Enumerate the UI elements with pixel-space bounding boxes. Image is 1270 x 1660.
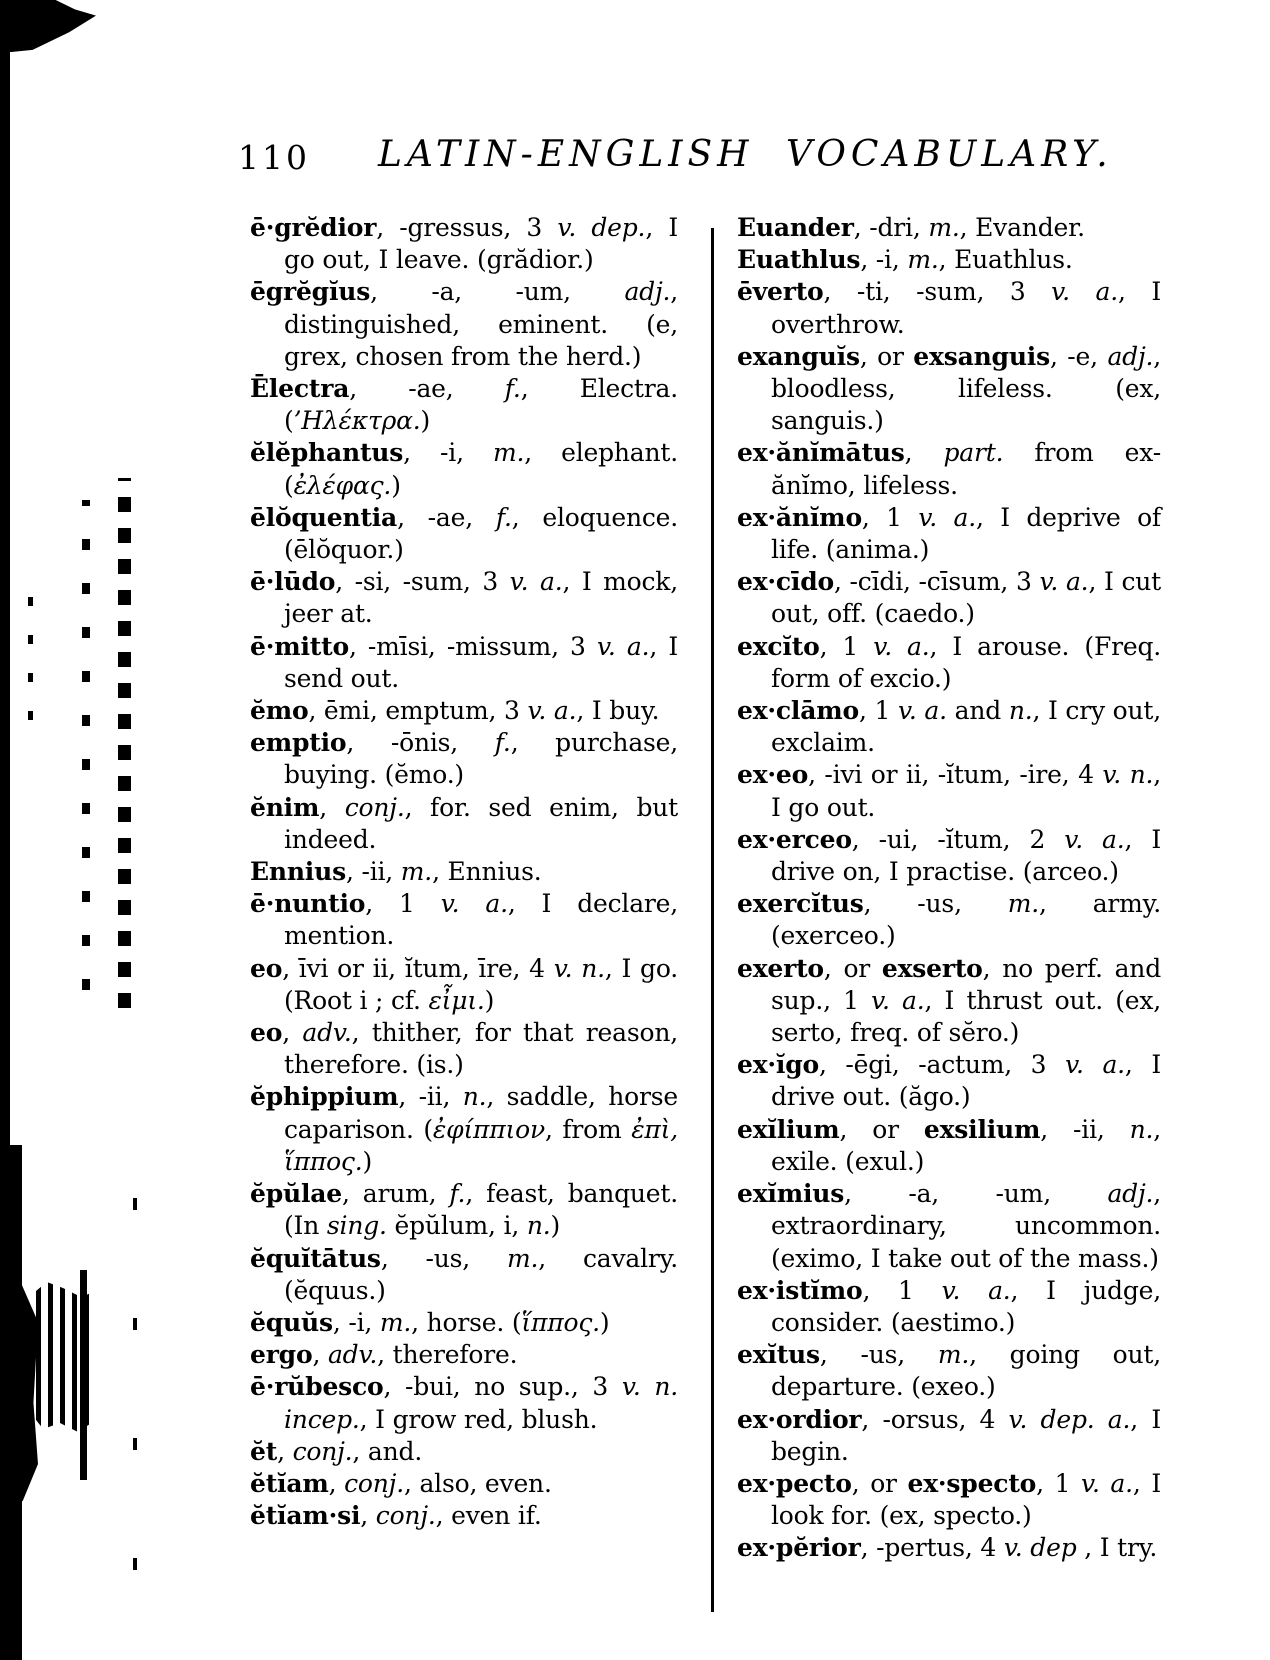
headword: exĭlium — [737, 1114, 840, 1144]
headword: ĕlĕphantus — [250, 438, 404, 468]
scan-artifact-specks-3 — [118, 478, 131, 1008]
entry-text: , 1 — [862, 1275, 942, 1305]
entry-text: , — [904, 438, 944, 468]
page-title: LATIN-ENGLISH VOCABULARY. — [378, 134, 1113, 175]
entry-text: , — [277, 1436, 293, 1466]
entry-text: adv. — [327, 1340, 378, 1370]
headword: ex·eo — [737, 760, 809, 790]
entry-text: , -i, — [860, 245, 908, 275]
dictionary-entry — [737, 276, 1161, 340]
dictionary-entry — [737, 1049, 1161, 1113]
dictionary-entry — [737, 1532, 1161, 1564]
headword: Ennius — [250, 857, 346, 887]
headword: ĕt — [250, 1436, 278, 1466]
entry-text: ἐφίππιον — [432, 1114, 545, 1144]
entry-text: , from — [544, 1114, 632, 1144]
entry-text: , I send out. — [284, 631, 679, 693]
dictionary-entry — [250, 1371, 678, 1435]
entry-text: from ex-ănĭmo, lifeless. — [771, 438, 1161, 500]
entry-text: , Evander. — [959, 213, 1085, 242]
headword: ex·pĕrior — [737, 1533, 861, 1563]
entry-text: , I look for. (ex, specto.) — [771, 1468, 1162, 1531]
entry-text: m. — [928, 213, 960, 242]
entry-text: m. — [507, 1243, 539, 1273]
dictionary-entry — [737, 244, 1161, 276]
dictionary-entry — [250, 1468, 678, 1500]
entry-text: , 1 — [861, 502, 919, 532]
entry-text: , -ēgi, -actum, 3 — [818, 1050, 1066, 1080]
entry-text: m. — [492, 438, 525, 468]
entry-text: , I go out, I leave. (grădior.) — [284, 213, 678, 275]
entry-text: , purchase, buying. (ĕmo.) — [284, 728, 679, 790]
entry-text: ) — [391, 470, 401, 500]
headword: ĕmo — [250, 696, 309, 726]
entry-text: ἐπὶ, ἵππος. — [284, 1114, 679, 1176]
entry-text: and — [946, 696, 1009, 726]
entry-text: v. a. — [918, 502, 976, 532]
dictionary-entry — [737, 212, 1161, 244]
entry-text: , -gressus, 3 — [376, 213, 558, 242]
entry-text: n. — [526, 1211, 551, 1241]
entry-text: v. a. — [941, 1275, 1011, 1305]
entry-text: , I drive on, I practise. (arceo.) — [771, 824, 1161, 887]
headword: exserto — [881, 953, 983, 983]
headword: ex·istĭmo — [737, 1275, 863, 1305]
entry-text: , I begin. — [771, 1404, 1161, 1466]
dictionary-entry — [250, 888, 678, 952]
entry-text: , exile. (exul.) — [771, 1114, 1162, 1176]
headword: Ēlectra — [250, 374, 350, 404]
dictionary-entry — [737, 437, 1161, 501]
entry-text: part. — [943, 438, 1004, 468]
entry-text: f. — [494, 728, 511, 758]
entry-text: , feast, banquet. (In — [284, 1179, 678, 1241]
entry-text: ) — [550, 1211, 561, 1241]
entry-text: , I go. (Root i ; cf. — [284, 953, 678, 1015]
scan-artifact-specks-2 — [82, 500, 90, 990]
entry-text: m. — [379, 1307, 412, 1337]
entry-text: , — [328, 1468, 345, 1498]
entry-text: ’Ηλέκτρα. — [293, 406, 421, 436]
scan-artifact-ink-streak — [80, 1270, 87, 1480]
entry-text: , elephant. ( — [284, 438, 678, 500]
entry-text: , army. (exerceo.) — [771, 889, 1162, 951]
entry-text: ἵππος. — [521, 1307, 600, 1337]
dictionary-entry — [250, 502, 678, 566]
entry-text: m. — [400, 857, 433, 887]
entry-text: , -bui, no sup., 3 — [383, 1372, 622, 1402]
headword: excĭto — [737, 631, 820, 661]
entry-text: v. dep. — [557, 213, 646, 242]
entry-text: , I grow red, blush. — [359, 1404, 598, 1434]
entry-text: n. — [462, 1082, 487, 1112]
entry-text: , -a, -um, — [844, 1179, 1108, 1209]
headword: ēverto — [737, 277, 824, 307]
entry-text: , I try. — [1076, 1533, 1158, 1563]
entry-text: conj. — [375, 1501, 436, 1531]
entry-text: , I drive out. (ăgo.) — [771, 1050, 1162, 1112]
headword: exerto — [737, 953, 824, 983]
entry-text: , -ōnis, — [346, 728, 495, 758]
entry-text: , Ennius. — [432, 857, 542, 887]
entry-text: , also, even. — [403, 1468, 552, 1498]
dictionary-entry — [250, 631, 678, 695]
entry-text: , -a, -um, — [370, 277, 625, 307]
entry-text: v. dep. a. — [1008, 1404, 1131, 1434]
entry-text: , 1 — [1036, 1468, 1082, 1498]
headword: ĕphippium — [250, 1082, 399, 1112]
entry-text: , īvi or ii, ĭtum, īre, 4 — [282, 953, 554, 983]
entry-text: v. a. — [873, 631, 930, 661]
page-number: 110 — [238, 138, 310, 177]
entry-text: , I judge, consider. (aestimo.) — [771, 1275, 1162, 1337]
dictionary-entry — [737, 1339, 1161, 1403]
entry-text: , -ivi or ii, -ĭtum, -ire, 4 — [808, 760, 1103, 790]
entry-text: f. — [495, 502, 512, 532]
entry-text: conj. — [292, 1436, 353, 1466]
dictionary-entry — [250, 695, 678, 727]
entry-text: , I buy. — [576, 696, 660, 726]
dictionary-entry — [737, 1178, 1161, 1275]
scan-artifact-specks-4 — [133, 1150, 137, 1570]
headword: ēlŏquentia — [250, 502, 398, 532]
entry-text: , -ii, — [1040, 1114, 1130, 1144]
headword: exĭtus — [737, 1340, 820, 1370]
entry-text: v. n. — [1102, 760, 1154, 790]
dictionary-entry — [737, 953, 1161, 1050]
entry-text: v. a. — [596, 631, 650, 661]
entry-text: , I overthrow. — [771, 277, 1161, 339]
headword: ex·clāmo — [737, 696, 859, 726]
dictionary-entry — [250, 1307, 678, 1339]
entry-text: v. a. — [871, 985, 925, 1015]
entry-text: , or — [839, 1114, 924, 1144]
dictionary-entry — [737, 888, 1161, 952]
dictionary-entry — [250, 566, 678, 630]
entry-text: , I mock, jeer at. — [284, 567, 679, 629]
dictionary-entry — [737, 631, 1161, 695]
scan-artifact-specks-1 — [28, 580, 33, 720]
entry-text: v. a. — [1064, 824, 1125, 854]
headword: ē·mitto — [250, 631, 349, 661]
entry-text: , or — [823, 953, 882, 983]
entry-text: , arum, — [341, 1179, 450, 1209]
headword: ĕtĭam — [250, 1468, 329, 1498]
dictionary-entry — [737, 566, 1161, 630]
entry-text: ) — [484, 985, 495, 1015]
entry-text: ) — [362, 1146, 373, 1176]
headword: ex·ănĭmo — [737, 502, 862, 532]
entry-text: ĕpŭlum, i, — [386, 1211, 527, 1241]
dictionary-entry — [250, 1243, 678, 1307]
headword: ēgrĕgĭus — [250, 277, 371, 307]
headword: ex·ănĭmātus — [737, 438, 905, 468]
entry-text: m. — [937, 1340, 970, 1370]
entry-text: v. a. — [1051, 277, 1118, 307]
headword: ē·grĕdior — [250, 213, 377, 242]
entry-text: , I declare, mention. — [284, 889, 678, 951]
entry-text: , distinguished, eminent. (e, grex, chosen from the herd.) — [284, 277, 678, 371]
dictionary-entry — [250, 1178, 678, 1242]
entry-text: v. dep — [1003, 1533, 1077, 1563]
column-divider-rule — [711, 228, 714, 1612]
headword: exercĭtus — [737, 889, 864, 919]
entry-text: , for. sed enim, but indeed. — [284, 792, 679, 854]
entry-text: incep. — [284, 1404, 360, 1434]
entry-text: conj. — [344, 792, 405, 822]
headword: exĭmius — [737, 1179, 845, 1209]
entry-text: , I cry out, exclaim. — [771, 696, 1161, 758]
dictionary-entry — [737, 695, 1161, 759]
headword: ē·nuntio — [250, 889, 366, 919]
scan-artifact-ink-streaks — [36, 1282, 96, 1432]
entry-text: , -us, — [380, 1243, 507, 1273]
entry-text: , — [319, 792, 345, 822]
headword: emptio — [250, 728, 347, 758]
entry-text: , I go out. — [771, 760, 1162, 822]
entry-text: sing. — [326, 1211, 387, 1241]
entry-text: , extraordinary, uncommon. (eximo, I take out of the mass.) — [771, 1179, 1161, 1273]
headword: ex·specto — [907, 1468, 1037, 1498]
dictionary-entry — [250, 953, 678, 1017]
left-column — [250, 212, 678, 1532]
dictionary-entry — [737, 502, 1161, 566]
entry-text: , ēmi, emptum, 3 — [308, 696, 528, 726]
scan-artifact-corner-blob — [0, 0, 96, 52]
entry-text: , — [312, 1340, 328, 1370]
dictionary-entry — [250, 1436, 678, 1468]
entry-text: , bloodless, lifeless. (ex, sanguis.) — [771, 341, 1161, 436]
headword: ergo — [250, 1340, 313, 1370]
entry-text: , cavalry. (ĕquus.) — [284, 1243, 678, 1305]
entry-text: , horse. ( — [411, 1307, 522, 1337]
entry-text: v. n. — [553, 953, 605, 983]
headword: ĕtĭam·si — [250, 1501, 361, 1531]
entry-text: m. — [1007, 889, 1040, 919]
entry-text: , no perf. and sup., 1 — [771, 953, 1161, 1015]
entry-text: n. — [1129, 1114, 1154, 1144]
right-column — [737, 212, 1161, 1565]
headword: ĕquŭs — [250, 1307, 333, 1337]
headword: ĕquĭtātus — [250, 1243, 381, 1273]
dictionary-entry — [737, 1468, 1161, 1532]
headword: ex·cīdo — [737, 567, 834, 597]
dictionary-entry — [250, 856, 678, 888]
entry-text: , -si, -sum, 3 — [335, 567, 510, 597]
entry-text: , even if. — [435, 1501, 542, 1531]
entry-text: , I thrust out. (ex, serto, freq. of sĕro.) — [771, 985, 1161, 1048]
entry-text: , -ae, — [397, 502, 496, 532]
entry-text: , -cīdi, -cīsum, 3 — [834, 567, 1040, 597]
dictionary-entry — [250, 727, 678, 791]
entry-text: , saddle, horse caparison. ( — [284, 1082, 679, 1144]
entry-text: ) — [599, 1307, 610, 1337]
headword: ex·pecto — [737, 1468, 852, 1498]
dictionary-entry — [737, 1275, 1161, 1339]
headword: exsilium — [923, 1114, 1041, 1144]
entry-text: , -ti, -sum, 3 — [823, 277, 1052, 307]
dictionary-entry — [250, 373, 678, 437]
entry-text: , — [282, 1018, 303, 1048]
entry-text: , Electra. ( — [284, 374, 678, 436]
entry-text: , I arouse. (Freq. form of excio.) — [771, 631, 1162, 693]
entry-text: , -mīsi, -missum, 3 — [348, 631, 597, 661]
entry-text: conj. — [344, 1468, 404, 1498]
entry-text: , or — [851, 1468, 908, 1498]
entry-text: v. a. — [1039, 567, 1089, 597]
headword: ē·rŭbesco — [250, 1372, 384, 1402]
entry-text: ) — [420, 406, 431, 436]
entry-text: m. — [907, 245, 939, 275]
entry-text: , -us, — [863, 889, 1008, 919]
dictionary-entry — [737, 1404, 1161, 1468]
dictionary-entry — [250, 1017, 678, 1081]
entry-text: , 1 — [365, 889, 441, 919]
entry-text: adj. — [1107, 1179, 1154, 1209]
entry-text: , therefore. — [377, 1340, 518, 1370]
entry-text: , -ae, — [349, 374, 505, 404]
headword: Euathlus — [737, 245, 861, 275]
headword: ĕnim — [250, 792, 320, 822]
dictionary-entry — [250, 1339, 678, 1371]
headword: exanguĭs — [737, 341, 860, 371]
entry-text: v. a. — [1065, 1050, 1125, 1080]
dictionary-entry — [737, 341, 1161, 438]
entry-text: , 1 — [819, 631, 874, 661]
headword: ĕpŭlae — [250, 1179, 342, 1209]
entry-text: , -dri, — [853, 213, 929, 242]
entry-text: , -pertus, 4 — [860, 1533, 1004, 1563]
entry-text: , -i, — [332, 1307, 380, 1337]
entry-text: , -e, — [1049, 341, 1108, 371]
headword: ex·ordior — [737, 1404, 862, 1434]
entry-text: v. a. — [897, 696, 947, 726]
headword: ē·lūdo — [250, 567, 336, 597]
entry-text: n. — [1008, 696, 1033, 726]
entry-text: v. a. — [509, 567, 563, 597]
headword: ex·ĭgo — [737, 1050, 819, 1080]
entry-text: v. a. — [1081, 1468, 1133, 1498]
entry-text: , Euathlus. — [938, 245, 1073, 275]
entry-text: εἶμι. — [428, 985, 485, 1015]
entry-text: v. n. — [621, 1372, 678, 1402]
entry-text: , and. — [352, 1436, 423, 1466]
entry-text: f. — [504, 374, 521, 404]
dictionary-entry — [737, 759, 1161, 823]
entry-text: , eloquence. (ēlŏquor.) — [284, 502, 678, 565]
scan-artifact-ink-bulge — [0, 1268, 38, 1513]
entry-text: , -orsus, 4 — [861, 1404, 1009, 1434]
entry-text: , 1 — [858, 696, 898, 726]
entry-text: , -ii, — [345, 857, 401, 887]
dictionary-entry — [250, 1081, 678, 1178]
dictionary-entry — [250, 212, 678, 276]
entry-text: , thither, for that reason, therefore. (is.) — [284, 1018, 678, 1080]
entry-text: , I deprive of life. (anima.) — [771, 502, 1161, 565]
dictionary-entry — [250, 276, 678, 373]
entry-text: adj. — [624, 277, 671, 307]
entry-text: , -ii, — [398, 1082, 463, 1112]
headword: eo — [250, 1018, 283, 1048]
entry-text: , -us, — [819, 1340, 938, 1370]
entry-text: , going out, departure. (exeo.) — [771, 1340, 1161, 1402]
headword: exsanguis — [913, 341, 1050, 371]
headword: Euander — [737, 213, 854, 242]
entry-text: , -i, — [403, 438, 493, 468]
entry-text: adj. — [1107, 341, 1154, 371]
entry-text: v. a. — [440, 889, 508, 919]
dictionary-entry — [737, 824, 1161, 888]
dictionary-entry — [250, 792, 678, 856]
entry-text: ἐλέφας. — [293, 470, 392, 500]
dictionary-entry — [737, 1114, 1161, 1178]
dictionary-entry — [250, 1500, 678, 1532]
entry-text: f. — [449, 1179, 466, 1209]
entry-text: , — [360, 1501, 376, 1531]
entry-text: , or — [859, 341, 914, 371]
entry-text: , I cut out, off. (caedo.) — [771, 567, 1162, 629]
entry-text: adv. — [302, 1018, 352, 1048]
headword: ex·erceo — [737, 824, 852, 854]
entry-text: v. a. — [527, 696, 577, 726]
headword: eo — [250, 953, 283, 983]
entry-text: , -ui, -ĭtum, 2 — [851, 824, 1065, 854]
dictionary-entry — [250, 437, 678, 501]
